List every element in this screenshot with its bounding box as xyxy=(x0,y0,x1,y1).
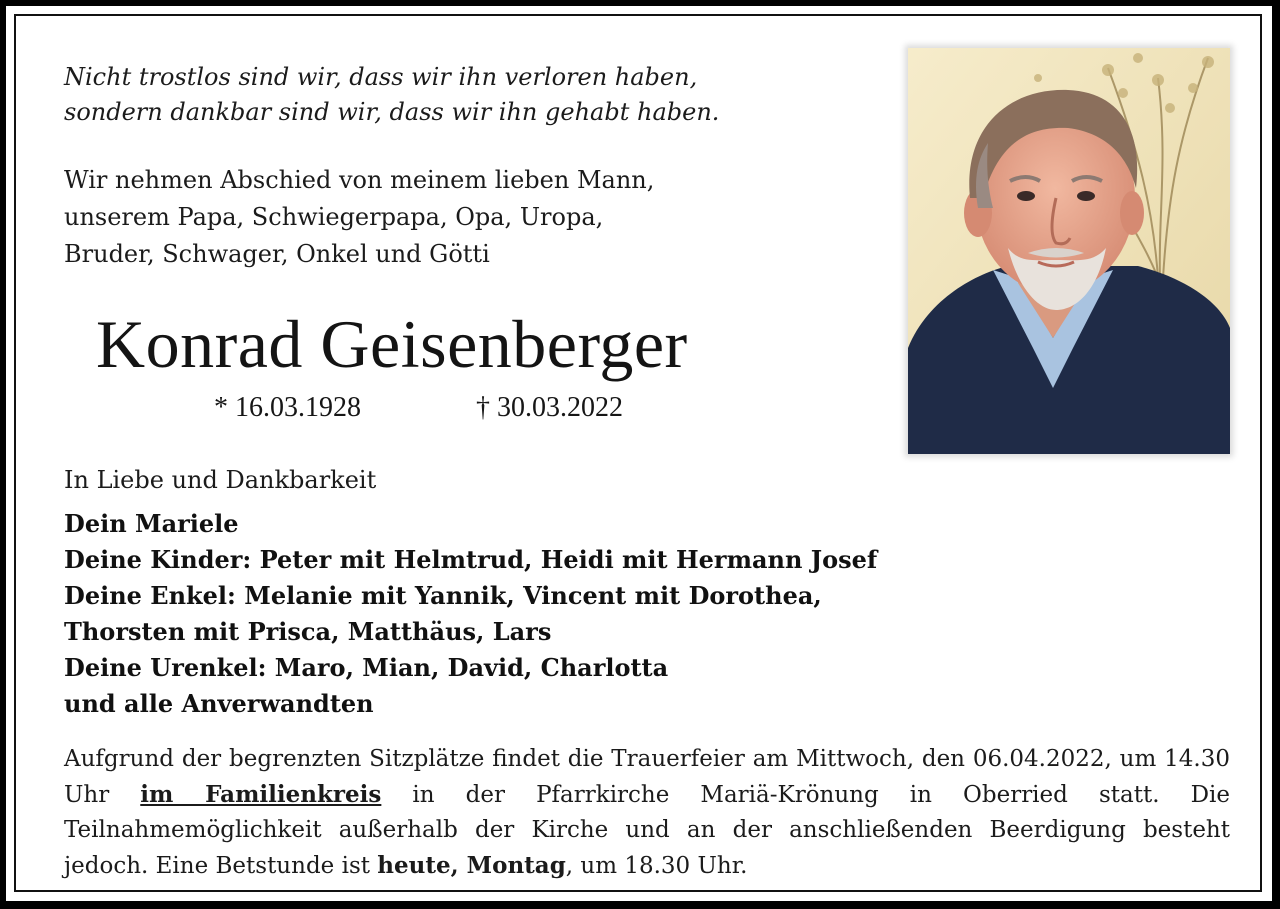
deceased-name: Konrad Geisenberger xyxy=(96,306,688,382)
funeral-notice xyxy=(64,742,1230,884)
motto-line: sondern dankbar sind wir, dass wir ihn gehabt haben. xyxy=(64,98,720,126)
mourners-list xyxy=(64,506,877,722)
notice-bold: heute, Montag xyxy=(377,852,566,879)
death-date: † 30.03.2022 xyxy=(476,392,623,423)
mourner-line: und alle Anverwandten xyxy=(64,689,374,718)
mourners-intro: In Liebe und Dankbarkeit xyxy=(64,466,377,494)
mourner-line: Deine Enkel: Melanie mit Yannik, Vincent mit Dorothea, xyxy=(64,581,822,610)
mourner-line: Deine Kinder: Peter mit Helmtrud, Heidi mit Hermann Josef xyxy=(64,545,878,574)
intro-line: unserem Papa, Schwiegerpapa, Opa, Uropa, xyxy=(64,203,604,231)
motto-quote xyxy=(64,60,719,130)
notice-text: in der Pfarrkirche Mariä-Krönung in Oberried statt. Die Teilnahmemöglichkeit außerhalb der Kirche und an der anschließenden Beerdigung besteht jedoch. Eine Betstunde ist xyxy=(64,782,1230,879)
obituary-card xyxy=(6,6,1272,901)
portrait-photo xyxy=(908,48,1230,454)
notice-emphasis: im Familienkreis xyxy=(140,781,382,808)
intro-line: Wir nehmen Abschied von meinem lieben Mann, xyxy=(64,166,655,194)
obituary-border xyxy=(14,14,1262,892)
farewell-intro xyxy=(64,162,654,273)
intro-line: Bruder, Schwager, Onkel und Götti xyxy=(64,240,490,268)
mourner-line: Dein Mariele xyxy=(64,509,239,538)
birth-date: * 16.03.1928 xyxy=(214,392,361,423)
portrait-illustration xyxy=(908,48,1230,454)
motto-line: Nicht trostlos sind wir, dass wir ihn verloren haben, xyxy=(64,63,698,91)
mourner-line: Deine Urenkel: Maro, Mian, David, Charlotta xyxy=(64,653,669,682)
mourner-line: Thorsten mit Prisca, Matthäus, Lars xyxy=(64,617,552,646)
notice-text: Aufgrund der begrenzten Sitzplätze findet die Trauerfeier am Mittwoch, den 06.04.2022, um 14.30 Uhr xyxy=(64,746,1230,808)
notice-text: , um 18.30 Uhr. xyxy=(565,853,748,879)
